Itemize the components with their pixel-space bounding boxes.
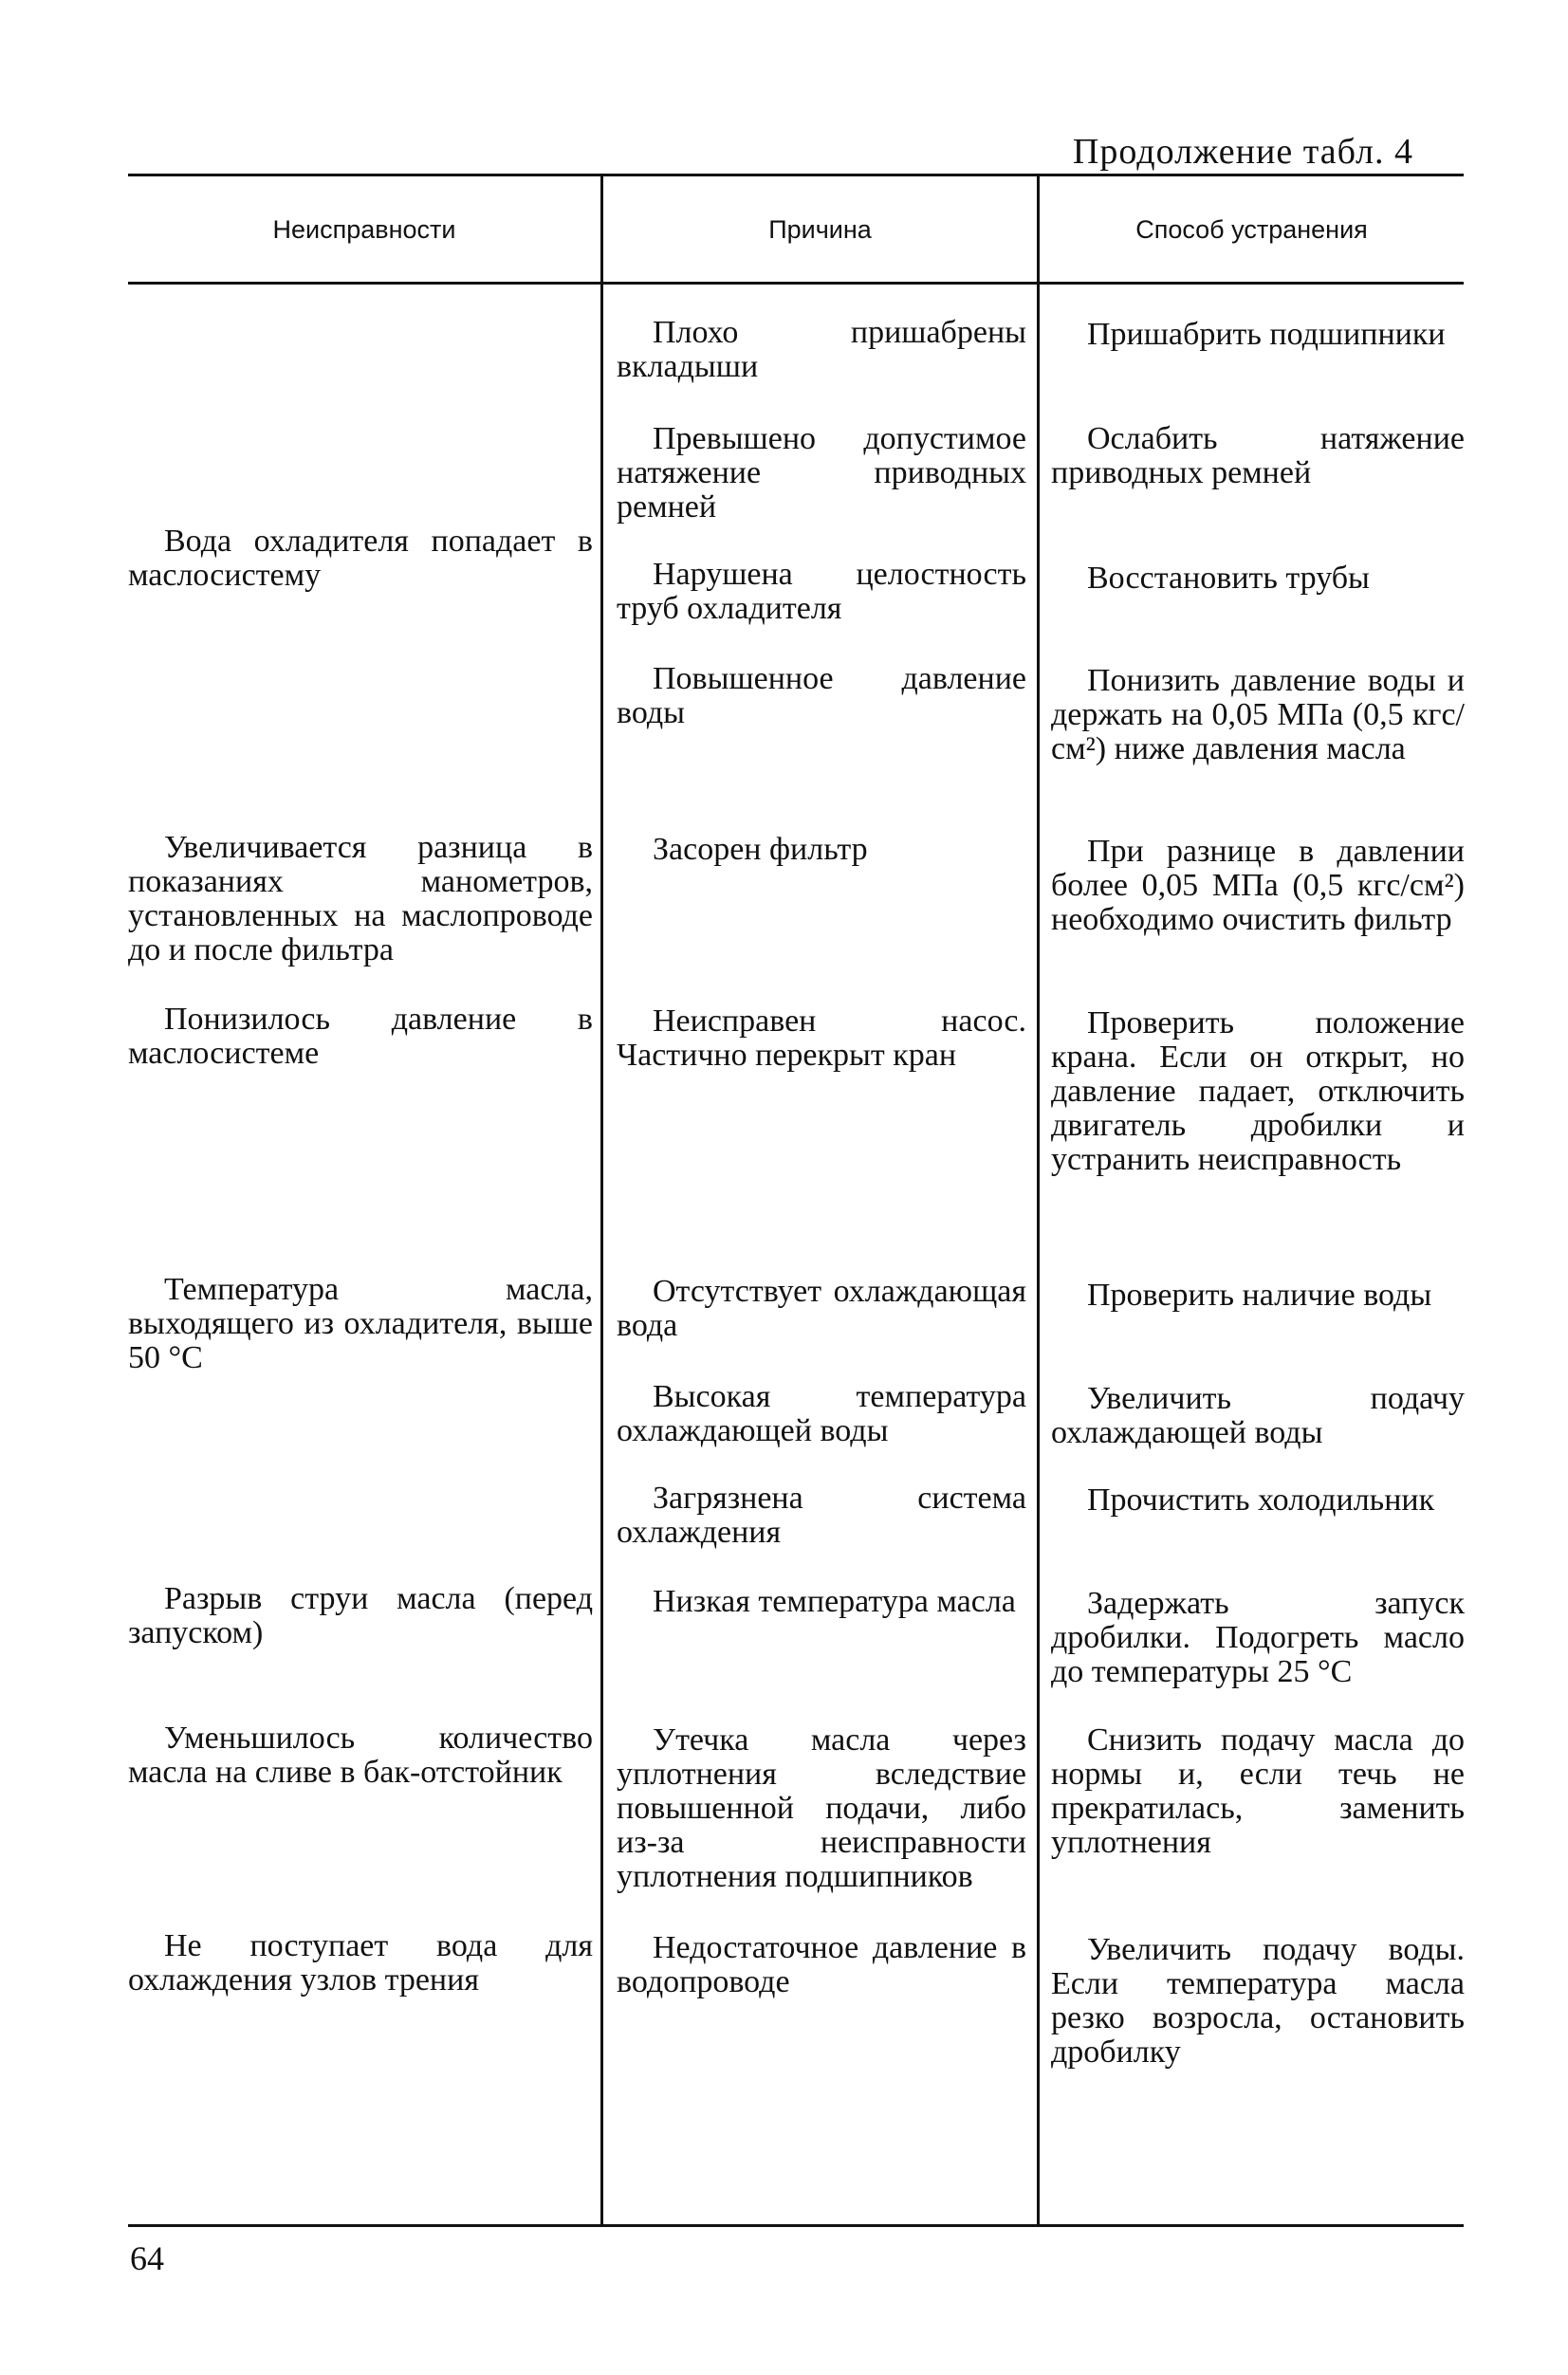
page-number: 64 <box>130 2239 164 2277</box>
remedy-cell: Увеличить подачу воды. Если температура масла резко возросла, остановить дробилку <box>1051 1932 1465 2070</box>
column-divider-1 <box>600 176 603 2225</box>
cause-cell: Повышенное давление воды <box>617 661 1026 730</box>
remedy-cell: Увеличить подачу охлаждающей воды <box>1051 1381 1465 1450</box>
remedy-cell: Проверить наличие воды <box>1087 1278 1432 1313</box>
fault-cell: Разрыв струи масла (перед запуском) <box>128 1581 593 1650</box>
cause-cell: Загрязнена система охлаждения <box>617 1481 1026 1550</box>
column-divider-2 <box>1037 176 1040 2225</box>
remedy-cell: Проверить положение крана. Если он открыт, но давление падает, отключить двигатель дробилки и устранить неисправность <box>1051 1005 1465 1177</box>
cause-cell: Неисправен насос. Частично перекрыт кран <box>617 1003 1026 1073</box>
header-fault: Неисправности <box>272 214 456 244</box>
cause-cell: Нарушена целостность труб охладителя <box>617 557 1026 626</box>
cause-cell: Утечка масла через уплотнения вследствие повышенной подачи, либо из-за неисправности уплотнения подшипников <box>617 1722 1026 1894</box>
fault-cell: Понизилось давление в маслосистеме <box>128 1002 593 1071</box>
table-caption: Продолжение табл. 4 <box>1072 132 1413 172</box>
fault-cell: Вода охладителя попадает в маслосистему <box>128 524 593 593</box>
fault-cell: Увеличивается разница в показаниях манометров, установленных на маслопроводе до и после фильтра <box>128 830 593 967</box>
fault-cell: Уменьшилось количество масла на сливе в бак-отстойник <box>128 1721 593 1790</box>
fault-cell: Не поступает вода для охлаждения узлов трения <box>128 1928 593 1998</box>
bottom-rule <box>128 2224 1464 2227</box>
header-cause: Причина <box>768 214 872 244</box>
remedy-cell: Пришабрить подшипники <box>1087 317 1446 352</box>
cause-cell: Низкая температура масла <box>653 1584 1016 1619</box>
remedy-cell: Понизить давление воды и держать на 0,05 МПа (0,5 кгс/см²) ниже давления масла <box>1051 663 1465 766</box>
cause-cell: Плохо пришабрены вкладыши <box>617 315 1026 384</box>
cause-cell: Засорен фильтр <box>653 832 868 867</box>
remedy-cell: Снизить подачу масла до нормы и, если течь не прекратилась, заменить уплотнения <box>1051 1722 1465 1860</box>
remedy-cell: При разнице в давлении более 0,05 МПа (0,5 кгс/см²) необходимо очистить фильтр <box>1051 834 1465 937</box>
cause-cell: Недостаточное давление в водопроводе <box>617 1930 1026 1999</box>
cause-cell: Превышено допустимое натяжение приводных ремней <box>617 421 1026 525</box>
remedy-cell: Прочистить холодильник <box>1087 1482 1435 1518</box>
remedy-cell: Восстановить трубы <box>1087 561 1370 596</box>
remedy-cell: Задержать запуск дробилки. Подогреть масло до температуры 25 °С <box>1051 1586 1465 1689</box>
cause-cell: Высокая температура охлаждающей воды <box>617 1379 1026 1448</box>
header-remedy: Способ устранения <box>1135 214 1368 244</box>
cause-cell: Отсутствует охлаждающая вода <box>617 1274 1026 1343</box>
fault-cell: Температура масла, выходящего из охладителя, выше 50 °С <box>128 1272 593 1375</box>
remedy-cell: Ослабить натяжение приводных ремней <box>1051 421 1465 490</box>
